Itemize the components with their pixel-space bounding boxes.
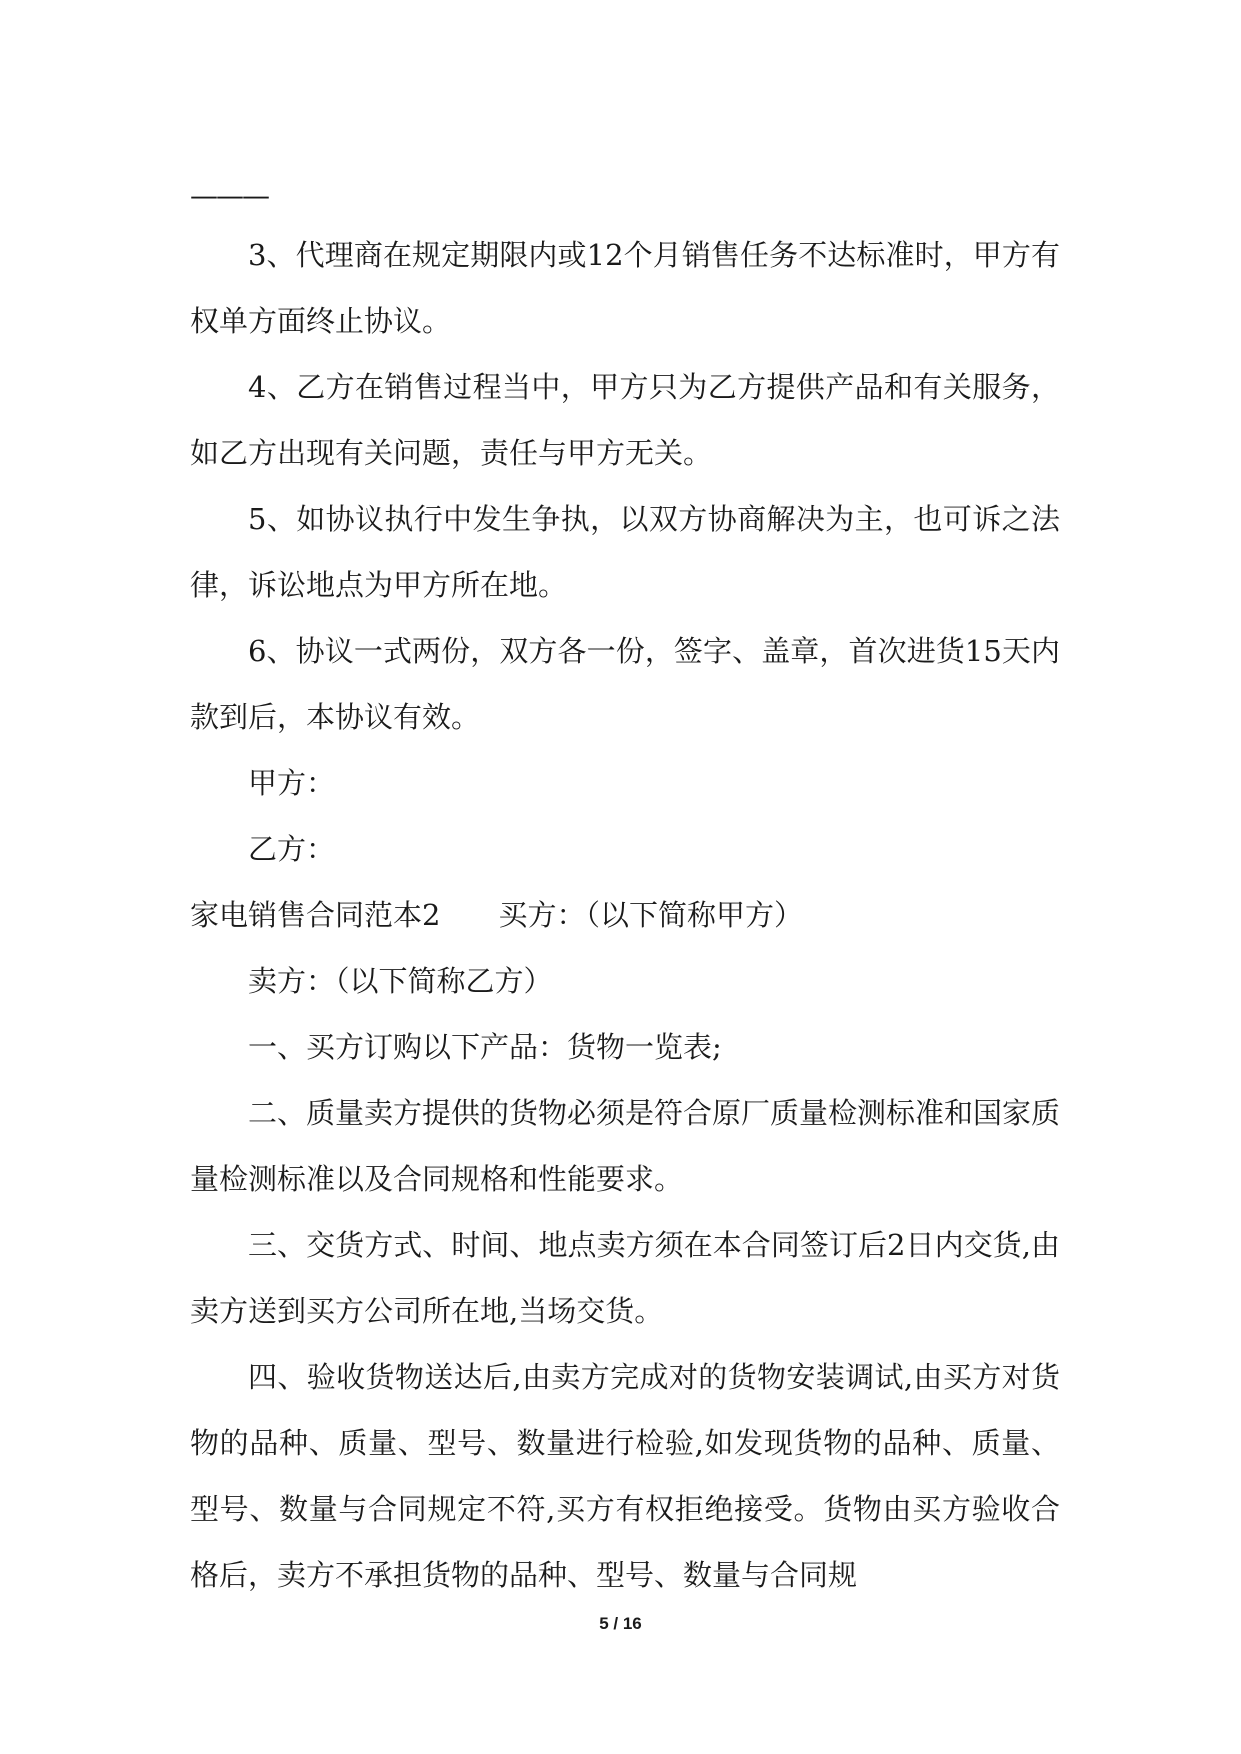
clause-two-quality: 二、质量卖方提供的货物必须是符合原厂质量检测标准和国家质量检测标准以及合同规格和性能要求。: [190, 1096, 1061, 1196]
paragraph-clause-6: 6、协议一式两份，双方各一份，签字、盖章，首次进货15天内款到后，本协议有效。: [190, 634, 1060, 734]
party-a-signature-line: 甲方：: [248, 766, 336, 800]
seller-line: 卖方：（以下简称乙方）: [248, 964, 553, 998]
page-number: 5 / 16: [599, 1614, 642, 1633]
clause-three-delivery: 三、交货方式、时间、地点卖方须在本合同签订后2日内交货,由卖方送到买方公司所在地,当场交货。: [190, 1228, 1060, 1328]
paragraph-clause-3: 3、代理商在规定期限内或12个月销售任务不达标准时，甲方有权单方面终止协议。: [190, 238, 1060, 338]
paragraph-clause-4: 4、乙方在销售过程当中，甲方只为乙方提供产品和有关服务，如乙方出现有关问题，责任与甲方无关。: [190, 370, 1060, 470]
clause-four-acceptance: 四、验收货物送达后,由卖方完成对的货物安装调试,由买方对货物的品种、质量、型号、数量进行检验,如发现货物的品种、质量、型号、数量与合同规定不符,买方有权拒绝接受。货物由买方验收合格后，卖方不承担货物的品种、型号、数量与合同规: [190, 1360, 1060, 1592]
leading-dash: ———: [190, 179, 268, 212]
document-body: [190, 222, 1060, 1608]
clause-one-order: 一、买方订购以下产品：货物一览表;: [248, 1030, 722, 1064]
paragraph-clause-5: 5、如协议执行中发生争执，以双方协商解决为主，也可诉之法律，诉讼地点为甲方所在地。: [190, 502, 1060, 602]
party-b-signature-line: 乙方：: [248, 832, 336, 866]
contract-heading-line: 家电销售合同范本2 买方：（以下简称甲方）: [190, 898, 803, 932]
